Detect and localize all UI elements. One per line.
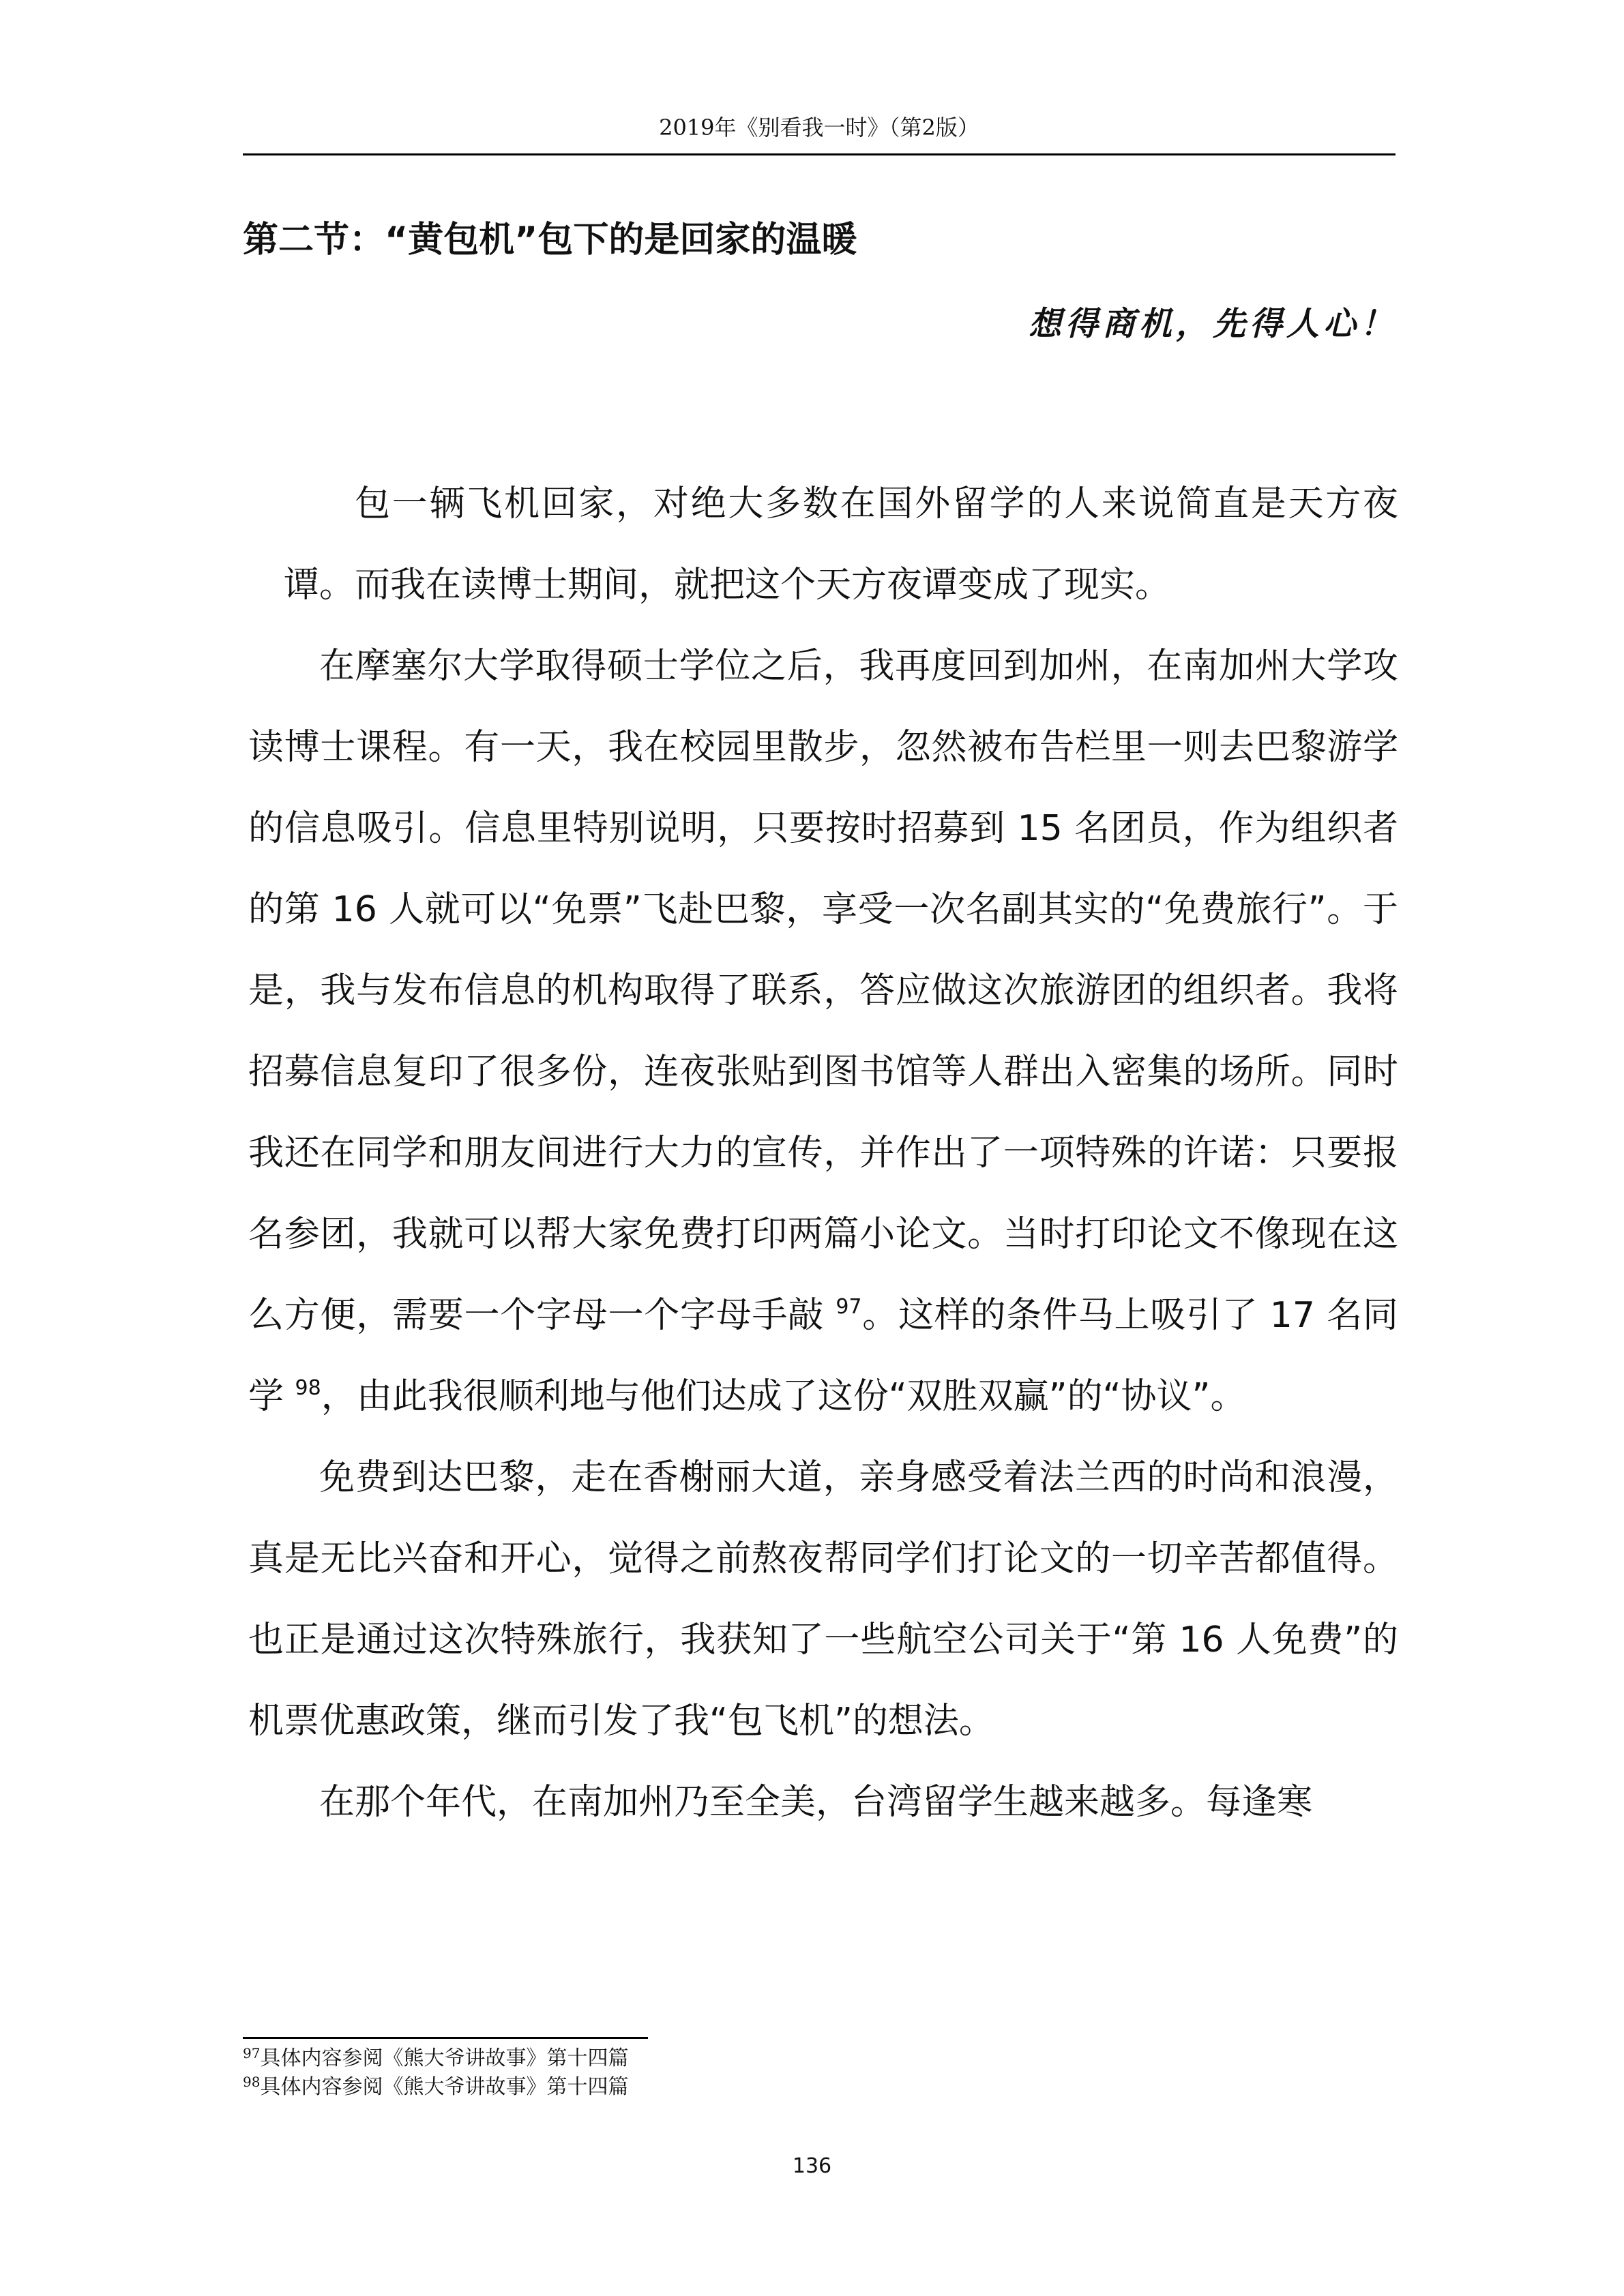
paragraph-3: 免费到达巴黎，走在香榭丽大道，亲身感受着法兰西的时尚和浪漫，真是无比兴奋和开心，觉得之前熬夜帮同学们打论文的一切辛苦都值得。也正是通过这次特殊旅行，我获知了一些航空公司关于“第 16 人免费”的机票优惠政策，继而引发了我“包飞机”的想法。 bbox=[248, 1457, 1398, 1742]
footnotes bbox=[243, 2044, 1396, 2102]
running-header bbox=[243, 113, 1396, 155]
paragraph-2-part-a: 在摩塞尔大学取得硕士学位之后，我再度回到加州，在南加州大学攻读博士课程。有一天，我在校园里散步，忽然被布告栏里一则去巴黎游学的信息吸引。信息里特别说明，只要按时招募到 15 名团员，作为组织者的第 16 人就可以“免票”飞赴巴黎，享受一次名副其实的“免费旅行”。于是，我与发布信息的机构取得了联系，答应做这次旅游团的组织者。我将招募信息复印了很多份，连夜张贴到图书馆等人群出入密集的场所。同时我还在同学和朋友间进行大力的宣传，并作出了一项特殊的许诺：只要报名参团，我就可以帮大家免费打印两篇小论文。当时打印论文不像现在这么方便，需要一个字母一个字母手敲 bbox=[248, 646, 1398, 1336]
paragraph-2 bbox=[248, 626, 1398, 1437]
page-number: 136 bbox=[792, 2154, 832, 2178]
footnote-mark: 98 bbox=[243, 2074, 261, 2090]
running-header-title: 2019年《别看我一时》（第2版） bbox=[659, 115, 979, 140]
footnote-97 bbox=[243, 2044, 1396, 2073]
paragraph-2-part-b: 。这样的条件马上吸引了 17 名同学 bbox=[248, 1295, 1398, 1417]
body-text bbox=[248, 464, 1398, 1843]
section-motto: 想得商机，先得人心！ bbox=[1028, 305, 1397, 343]
footnote-divider bbox=[243, 2037, 648, 2039]
paragraph-2-part-c: ，由此我很顺利地与他们达成了这份“双胜双赢”的“协议”。 bbox=[321, 1376, 1246, 1417]
footnote-ref-98[interactable]: 98 bbox=[295, 1376, 321, 1400]
footnote-98 bbox=[243, 2073, 1396, 2102]
paragraph-1: 包一辆飞机回家，对绝大多数在国外留学的人来说简直是天方夜谭。而我在读博士期间，就把这个天方夜谭变成了现实。 bbox=[284, 483, 1398, 606]
footnote-mark: 97 bbox=[243, 2045, 261, 2061]
footnote-ref-97[interactable]: 97 bbox=[836, 1295, 862, 1319]
paragraph-4: 在那个年代，在南加州乃至全美，台湾留学生越来越多。每逢寒 bbox=[319, 1782, 1313, 1823]
section-title: 第二节：“黄包机”包下的是回家的温暖 bbox=[243, 220, 857, 260]
footnote-text: 具体内容参阅《熊大爷讲故事》第十四篇 bbox=[260, 2046, 629, 2070]
footnote-text: 具体内容参阅《熊大爷讲故事》第十四篇 bbox=[260, 2075, 629, 2099]
